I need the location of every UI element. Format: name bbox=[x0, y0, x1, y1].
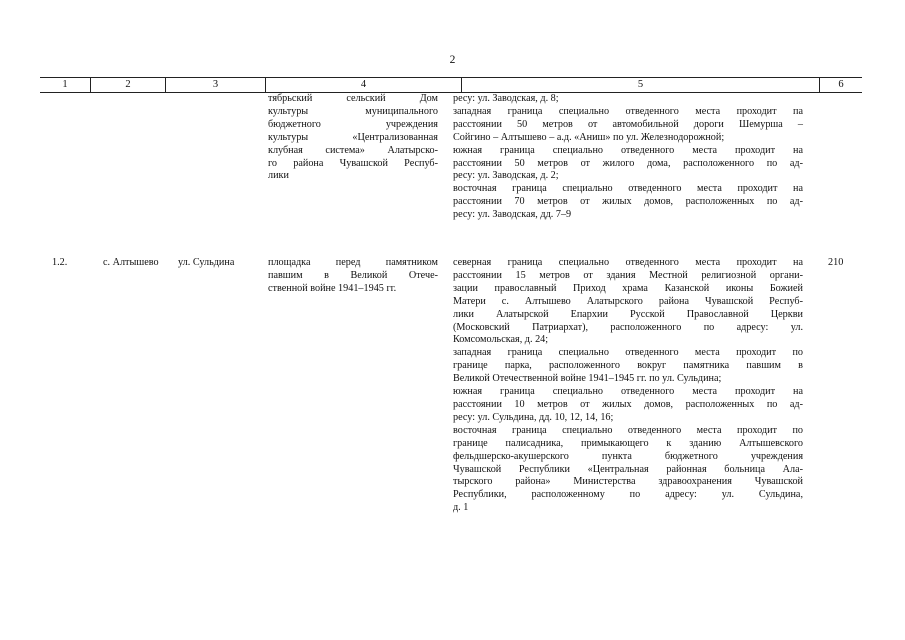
row2-col4-text bbox=[268, 257, 438, 296]
row1-col4-text bbox=[268, 93, 438, 183]
text-line: границе парка, расположенного вокруг памятника павшим в bbox=[453, 360, 803, 372]
header-col-6: 6 bbox=[819, 78, 862, 92]
text-line: д. 1 bbox=[453, 502, 469, 514]
text-line: расстоянии 10 метров от жилых домов, расположенных по ад- bbox=[453, 398, 803, 410]
text-line: восточная граница специально отведенного места проходит по bbox=[453, 424, 803, 436]
text-line: расстоянии 50 метров от жилого дома, расположенного по ад- bbox=[453, 157, 803, 169]
row2-value: 210 bbox=[828, 257, 844, 268]
text-line: го района Чувашской Респуб- bbox=[268, 157, 438, 169]
row2-settlement: с. Алтышево bbox=[103, 257, 159, 268]
header-col-1: 1 bbox=[62, 79, 68, 90]
text-line: клубная система» Алатырско- bbox=[268, 144, 438, 156]
row2-street: ул. Сульдина bbox=[178, 257, 235, 268]
text-line: бюджетного учреждения bbox=[268, 118, 438, 130]
text-line: южная граница специально отведенного места проходит на bbox=[453, 386, 803, 398]
text-line: лики Алатырской Епархии Русской Православной Церкви bbox=[453, 308, 803, 320]
row2-number: 1.2. bbox=[52, 257, 68, 268]
text-line: ресу: ул. Заводская, д. 8; bbox=[453, 93, 559, 104]
text-line: тябрьский сельский Дом bbox=[268, 93, 438, 104]
table-header-row bbox=[40, 77, 862, 93]
text-line: расстоянии 50 метров от автомобильной дороги Шемурша – bbox=[453, 118, 803, 130]
text-line: Чувашской Республики «Центральная районная больница Ала- bbox=[453, 463, 803, 475]
header-col-4: 4 bbox=[265, 78, 461, 92]
text-line: расстоянии 15 метров от здания Местной религиозной органи- bbox=[453, 269, 803, 281]
text-line: границе палисадника, примыкающего к зданию Алтышевского bbox=[453, 437, 803, 449]
text-line: Сойгино – Алтышево – а.д. «Аниш» по ул. Железнодорожной; bbox=[453, 131, 725, 143]
page-number: 2 bbox=[449, 54, 456, 66]
text-line: Великой Отечественной войне 1941–1945 гг. по ул. Сульдина; bbox=[453, 373, 722, 385]
header-col-2: 2 bbox=[90, 78, 165, 92]
text-line: культуры «Централизованная bbox=[268, 131, 438, 143]
text-line: ресу: ул. Заводская, дд. 7–9 bbox=[453, 209, 572, 221]
text-line: западная граница специально отведенного места проходит по bbox=[453, 347, 803, 359]
text-line: Матери с. Алтышево Алатырского района Чувашской Респуб- bbox=[453, 295, 803, 307]
text-line: восточная граница специально отведенного места проходит на bbox=[453, 183, 803, 195]
text-line: лики bbox=[268, 170, 289, 182]
text-line: ственной войне 1941–1945 гг. bbox=[268, 282, 397, 294]
text-line: (Московский Патриархат), расположенного по адресу: ул. bbox=[453, 321, 803, 333]
text-line: ресу: ул. Заводская, д. 2; bbox=[453, 170, 559, 182]
header-col-3: 3 bbox=[165, 78, 265, 92]
text-line: фельдшерско-акушерского пункта бюджетного учреждения bbox=[453, 450, 803, 462]
text-line: северная граница специально отведенного места проходит на bbox=[453, 257, 803, 268]
text-line: ресу: ул. Сульдина, дд. 10, 12, 14, 16; bbox=[453, 411, 614, 423]
text-line: павшим в Великой Отече- bbox=[268, 269, 438, 281]
text-line: культуры муниципального bbox=[268, 105, 438, 117]
text-line: расстоянии 70 метров от жилых домов, расположенных по ад- bbox=[453, 196, 803, 208]
text-line: зации православный Приход храма Казанской иконы Божией bbox=[453, 282, 803, 294]
header-col-5: 5 bbox=[461, 78, 819, 92]
text-line: Республики, расположенному по адресу: ул. Сульдина, bbox=[453, 489, 803, 501]
text-line: Комсомольская, д. 24; bbox=[453, 334, 549, 346]
text-line: площадка перед памятником bbox=[268, 257, 438, 268]
text-line: южная граница специально отведенного места проходит на bbox=[453, 144, 803, 156]
row2-col5-text bbox=[453, 257, 803, 515]
text-line: тырского района» Министерства здравоохранения Чувашской bbox=[453, 476, 803, 488]
row1-col5-text bbox=[453, 93, 803, 222]
text-line: западная граница специально отведенного места проходит па bbox=[453, 105, 803, 117]
